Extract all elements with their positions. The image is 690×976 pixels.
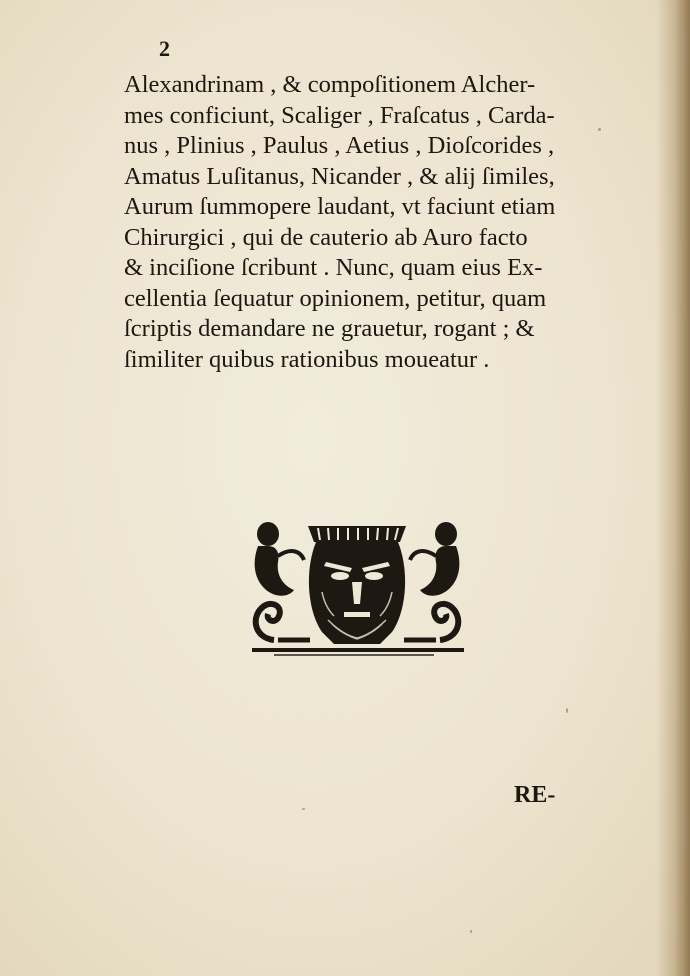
text-line: mes conficiunt, Scaliger , Fraſcatus , Carda- [124, 101, 555, 129]
text-line: Chirurgici , qui de cauterio ab Auro facto [124, 223, 528, 251]
text-line: Alexandrinam , & compoſitionem Alcher- [124, 71, 536, 98]
text-line: cellentia ſequatur opinionem, petitur, quam [124, 284, 547, 312]
page-number: 2 [159, 36, 170, 61]
body-text [124, 70, 604, 375]
page-edge-shadow [656, 0, 690, 976]
paper-speck [566, 708, 568, 713]
text-line: Amatus Luſitanus, Nicander , & alij ſimiles, [124, 162, 555, 190]
text-line: & inciſione ſcribunt . Nunc, quam eius Ex- [124, 254, 543, 281]
text-line: Aurum ſummopere laudant, vt faciunt etiam [124, 193, 556, 220]
grotesque-mask-headpiece-icon [244, 512, 470, 660]
text-line: ſcriptis demandare ne grauetur, rogant ; & [124, 315, 535, 342]
paper-speck [470, 930, 472, 933]
catchword: RE- [514, 782, 556, 808]
paper-speck [302, 808, 305, 810]
page-edge-line [682, 0, 684, 976]
text-line: nus , Plinius , Paulus , Aetius , Dioſcorides , [124, 132, 555, 159]
text-line: ſimiliter quibus rationibus moueatur . [124, 345, 490, 373]
